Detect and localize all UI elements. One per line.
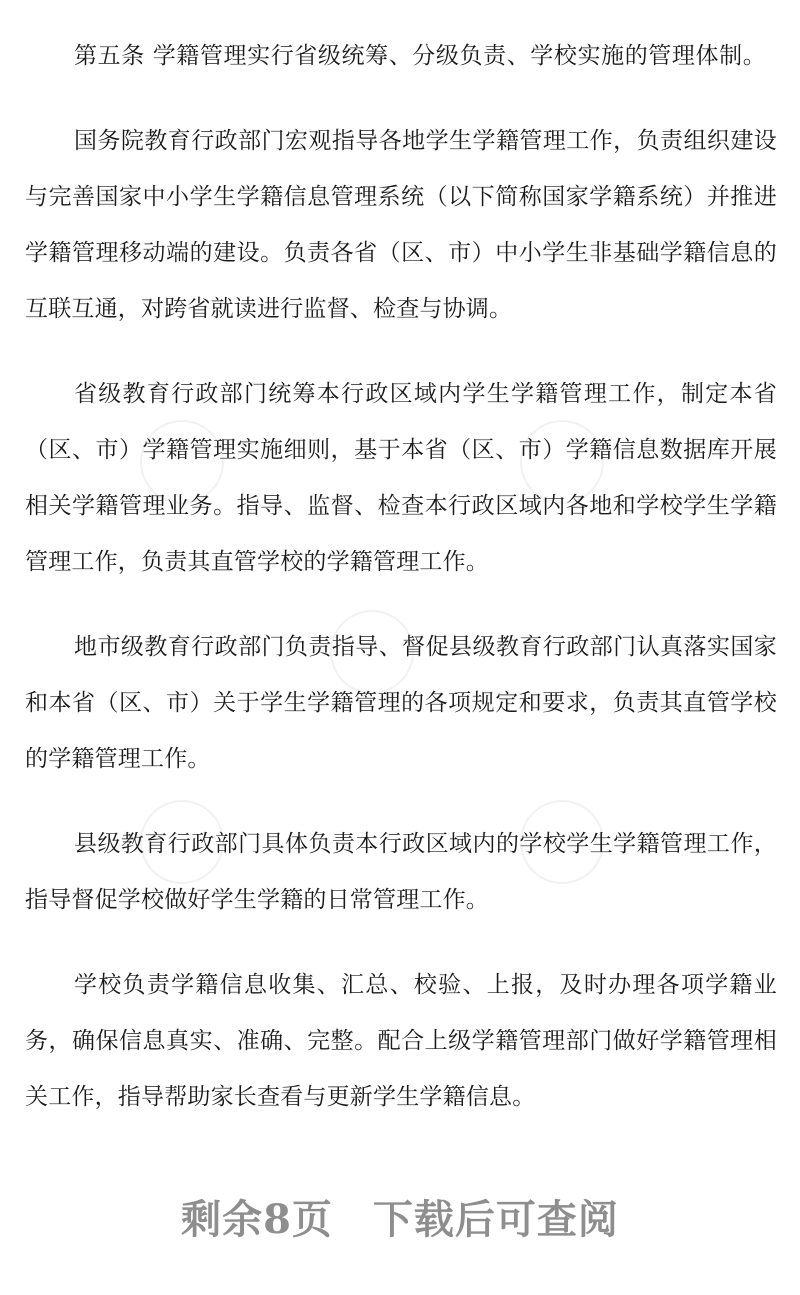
article-paragraph: 地市级教育行政部门负责指导、督促县级教育行政部门认真落实国家和本省（区、市）关于学生学籍管理的各项规定和要求，负责其直管学校的学籍管理工作。 — [25, 634, 777, 772]
article-paragraph: 国务院教育行政部门宏观指导各地学生学籍管理工作，负责组织建设与完善国家中小学生学籍信息管理系统（以下简称国家学籍系统）并推进学籍管理移动端的建设。负责各省（区、市）中小学生非基础学籍信息的互联互通，对跨省就读进行监督、检查与协调。 — [25, 128, 777, 322]
remaining-pages-label: 剩余8页 — [181, 1196, 333, 1243]
article-paragraph: 县级教育行政部门具体负责本行政区域内的学校学生学籍管理工作，指导督促学校做好学生学籍的日常管理工作。 — [25, 831, 777, 913]
download-banner[interactable] — [0, 1188, 800, 1245]
download-hint-label: 下载后可查阅 — [372, 1196, 619, 1243]
document-body — [25, 28, 777, 1125]
article-paragraph: 学校负责学籍信息收集、汇总、校验、上报，及时办理各项学籍业务，确保信息真实、准确、完整。配合上级学籍管理部门做好学籍管理相关工作，指导帮助家长查看与更新学生学籍信息。 — [25, 972, 777, 1110]
article-paragraph: 第五条 学籍管理实行省级统筹、分级负责、学校实施的管理体制。 — [74, 43, 767, 69]
article-paragraph: 省级教育行政部门统筹本行政区域内学生学籍管理工作，制定本省（区、市）学籍管理实施细则，基于本省（区、市）学籍信息数据库开展相关学籍管理业务。指导、监督、检查本行政区域内各地和学校学生学籍管理工作，负责其直管学校的学籍管理工作。 — [25, 381, 777, 575]
